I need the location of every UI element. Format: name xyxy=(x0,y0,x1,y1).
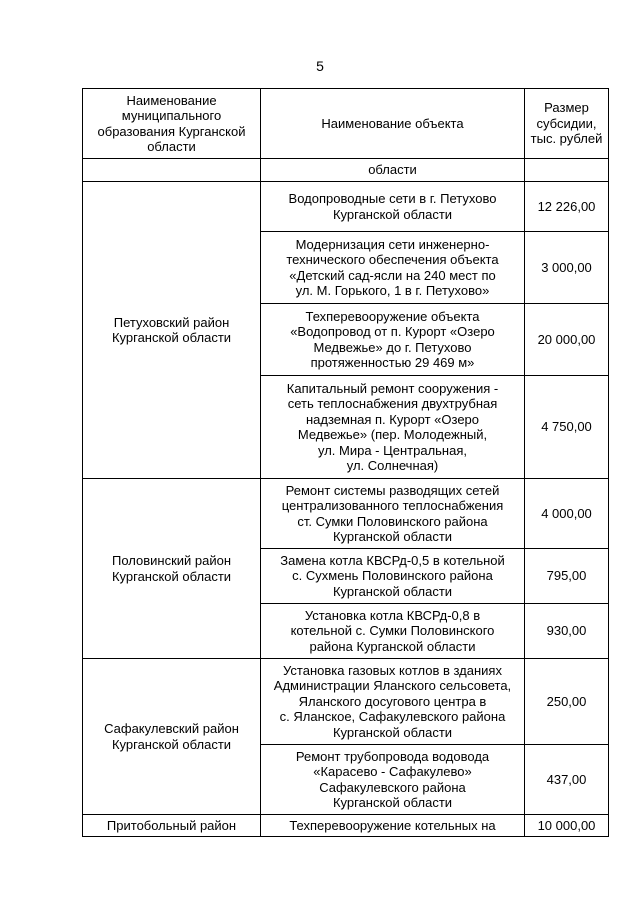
amount-cell: 4 000,00 xyxy=(525,479,609,549)
amount-cell: 20 000,00 xyxy=(525,304,609,376)
amount-cell: 250,00 xyxy=(525,659,609,745)
subsidy-table xyxy=(82,88,609,837)
empty-cell xyxy=(83,159,261,182)
header-municipality: Наименование муниципального образования Курганской области xyxy=(83,89,261,159)
object-cell: Капитальный ремонт сооружения - сеть теплоснабжения двухтрубная надземная п. Курорт «Озеро Медвежье» (пер. Молодежный, ул. Мира - Центральная, ул. Солнечная) xyxy=(261,376,525,479)
page-number: 5 xyxy=(316,58,324,74)
table-row xyxy=(83,182,609,232)
object-cell: Водопроводные сети в г. Петухово Курганской области xyxy=(261,182,525,232)
table-row xyxy=(83,479,609,549)
amount-cell: 3 000,00 xyxy=(525,232,609,304)
amount-cell: 795,00 xyxy=(525,549,609,604)
continuation-text: области xyxy=(261,159,525,182)
table-row xyxy=(83,659,609,745)
object-cell: Установка газовых котлов в зданиях Администрации Яланского сельсовета, Яланского досугового центра в с. Яланское, Сафакулевского района Курганской области xyxy=(261,659,525,745)
object-cell: Техперевооружение котельных на xyxy=(261,815,525,837)
object-cell: Ремонт трубопровода водовода «Карасево - Сафакулево» Сафакулевского района Курганской области xyxy=(261,745,525,815)
object-cell: Модернизация сети инженерно- технического обеспечения объекта «Детский сад-ясли на 240 мест по ул. М. Горького, 1 в г. Петухово» xyxy=(261,232,525,304)
municipality-cell: Притобольный район xyxy=(83,815,261,837)
amount-cell: 437,00 xyxy=(525,745,609,815)
municipality-cell: Петуховский район Курганской области xyxy=(83,182,261,479)
table-row xyxy=(83,815,609,837)
municipality-cell: Половинский район Курганской области xyxy=(83,479,261,659)
header-object: Наименование объекта xyxy=(261,89,525,159)
object-cell: Ремонт системы разводящих сетей централизованного теплоснабжения ст. Сумки Половинского района Курганской области xyxy=(261,479,525,549)
continuation-row xyxy=(83,159,609,182)
amount-cell: 12 226,00 xyxy=(525,182,609,232)
object-cell: Замена котла КВСРд-0,5 в котельной с. Сухмень Половинского района Курганской области xyxy=(261,549,525,604)
amount-cell: 930,00 xyxy=(525,604,609,659)
amount-cell: 4 750,00 xyxy=(525,376,609,479)
object-cell: Техперевооружение объекта «Водопровод от п. Курорт «Озеро Медвежье» до г. Петухово протяженностью 29 469 м» xyxy=(261,304,525,376)
municipality-cell: Сафакулевский район Курганской области xyxy=(83,659,261,815)
header-subsidy: Размер субсидии, тыс. рублей xyxy=(525,89,609,159)
amount-cell: 10 000,00 xyxy=(525,815,609,837)
table-header-row xyxy=(83,89,609,159)
empty-cell xyxy=(525,159,609,182)
object-cell: Установка котла КВСРд-0,8 в котельной с. Сумки Половинского района Курганской области xyxy=(261,604,525,659)
